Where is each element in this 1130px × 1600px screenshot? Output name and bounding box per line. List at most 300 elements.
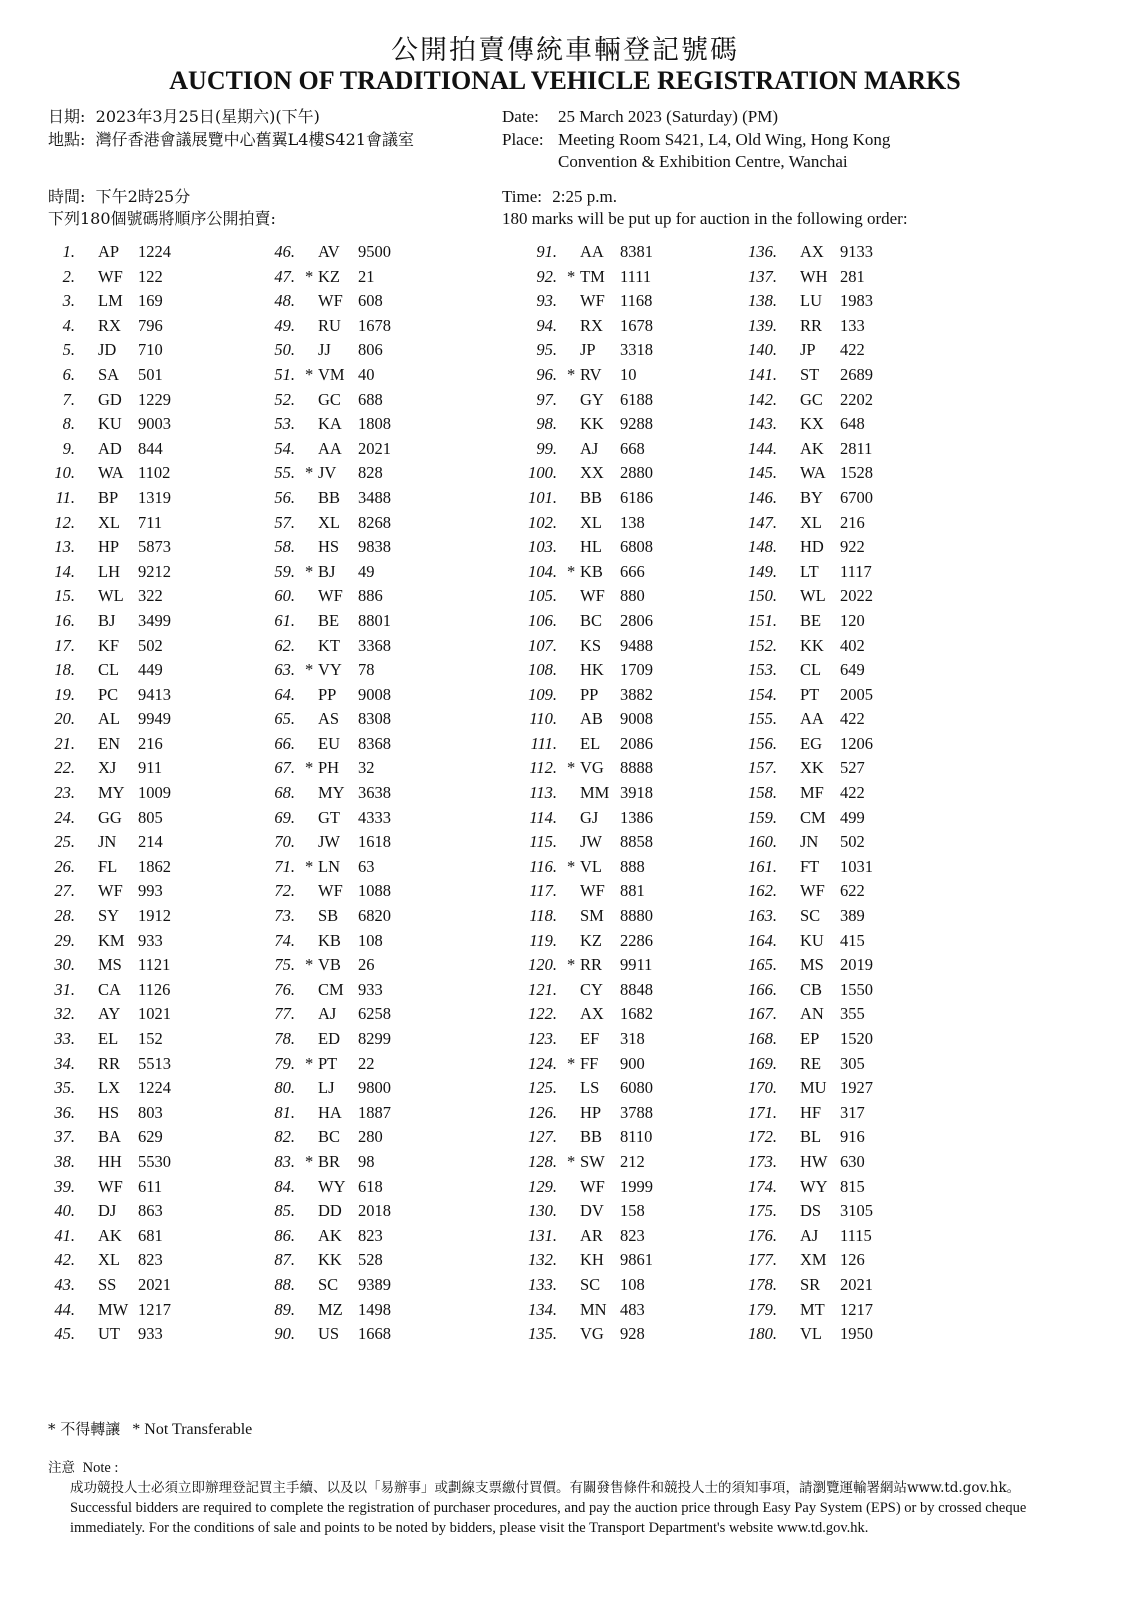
mark-prefix: EU	[318, 733, 340, 753]
mark-row	[240, 560, 450, 585]
mark-number: 48.	[274, 291, 295, 311]
mark-number: 73.	[274, 906, 295, 926]
mark-prefix: AK	[98, 1225, 122, 1245]
note	[48, 1458, 1088, 1538]
mark-digits: 8268	[358, 512, 391, 532]
mark-number: 72.	[274, 881, 295, 901]
mark-digits: 122	[138, 266, 163, 286]
mark-digits: 158	[620, 1201, 645, 1221]
mark-number: 122.	[528, 1004, 557, 1024]
mark-digits: 1912	[138, 906, 171, 926]
order-text-zh: 下列180個號碼將順序公開拍賣:	[48, 209, 276, 228]
mark-row	[20, 1150, 230, 1175]
mark-digits: 449	[138, 660, 163, 680]
mark-digits: 1983	[840, 291, 873, 311]
mark-prefix: SC	[580, 1274, 601, 1294]
marks-column-1	[20, 240, 230, 1347]
mark-row	[240, 486, 450, 511]
mark-number: 127.	[528, 1127, 557, 1147]
page-title-en: AUCTION OF TRADITIONAL VEHICLE REGISTRATION MARKS	[169, 66, 961, 95]
mark-digits: 1678	[358, 315, 391, 335]
place-value-zh: 灣仔香港會議展覽中心舊翼L4樓S421會議室	[95, 130, 414, 149]
mark-digits: 216	[840, 512, 865, 532]
mark-digits: 355	[840, 1004, 865, 1024]
mark-prefix: KS	[580, 635, 602, 655]
not-transferable-marker: *	[567, 758, 576, 778]
mark-row	[502, 1224, 712, 1249]
mark-prefix: RX	[98, 315, 121, 335]
mark-number: 14.	[54, 561, 75, 581]
mark-number: 176.	[748, 1225, 777, 1245]
mark-row	[502, 338, 712, 363]
mark-number: 9.	[62, 438, 75, 458]
mark-row	[722, 1175, 932, 1200]
mark-row	[240, 314, 450, 339]
mark-digits: 3499	[138, 610, 171, 630]
date-label-zh: 日期:	[48, 107, 86, 126]
mark-row	[20, 388, 230, 413]
mark-number: 13.	[54, 537, 75, 557]
mark-number: 103.	[528, 537, 557, 557]
mark-row	[240, 535, 450, 560]
mark-digits: 9488	[620, 635, 653, 655]
mark-number: 108.	[528, 660, 557, 680]
mark-row	[20, 658, 230, 683]
mark-digits: 528	[358, 1250, 383, 1270]
mark-prefix: DD	[318, 1201, 342, 1221]
mark-row	[20, 683, 230, 708]
mark-number: 180.	[748, 1324, 777, 1344]
mark-prefix: KU	[800, 930, 824, 950]
mark-number: 137.	[748, 266, 777, 286]
mark-row	[240, 806, 450, 831]
mark-digits: 6080	[620, 1078, 653, 1098]
mark-prefix: LH	[98, 561, 120, 581]
mark-digits: 8880	[620, 906, 653, 926]
mark-row	[20, 609, 230, 634]
mark-prefix: VY	[318, 660, 342, 680]
mark-digits: 1808	[358, 414, 391, 434]
mark-row	[240, 1150, 450, 1175]
mark-digits: 806	[358, 340, 383, 360]
mark-row	[20, 511, 230, 536]
mark-prefix: FL	[98, 856, 118, 876]
mark-digits: 710	[138, 340, 163, 360]
mark-row	[240, 1052, 450, 1077]
mark-prefix: ED	[318, 1029, 340, 1048]
mark-number: 161.	[748, 856, 777, 876]
mark-number: 94.	[536, 315, 557, 335]
mark-number: 1.	[62, 242, 75, 261]
mark-number: 28.	[54, 906, 75, 926]
mark-number: 43.	[54, 1274, 75, 1294]
mark-row	[20, 1002, 230, 1027]
mark-row	[20, 1298, 230, 1323]
mark-row	[722, 1273, 932, 1298]
mark-digits: 21	[358, 266, 375, 286]
mark-row	[722, 781, 932, 806]
mark-prefix: SS	[98, 1274, 117, 1294]
mark-number: 107.	[528, 635, 557, 655]
mark-row	[240, 879, 450, 904]
mark-digits: 8848	[620, 979, 653, 999]
mark-number: 171.	[748, 1102, 777, 1122]
mark-row	[240, 584, 450, 609]
mark-prefix: MU	[800, 1078, 827, 1098]
mark-prefix: KA	[318, 414, 342, 434]
mark-number: 151.	[748, 610, 777, 630]
mark-digits: 1206	[840, 733, 873, 753]
mark-number: 61.	[274, 610, 295, 630]
not-transferable-marker: *	[567, 364, 576, 384]
mark-digits: 133	[840, 315, 865, 335]
mark-digits: 40	[358, 364, 375, 384]
mark-number: 76.	[274, 979, 295, 999]
mark-prefix: SW	[580, 1151, 605, 1171]
mark-prefix: KM	[98, 930, 125, 950]
mark-digits: 305	[840, 1053, 865, 1073]
mark-row	[240, 1273, 450, 1298]
mark-digits: 126	[840, 1250, 865, 1270]
mark-number: 118.	[529, 906, 557, 926]
mark-row	[722, 855, 932, 880]
mark-digits: 9949	[138, 709, 171, 729]
mark-digits: 823	[620, 1225, 645, 1245]
not-transferable-marker: *	[567, 1053, 576, 1073]
mark-row	[20, 929, 230, 954]
mark-number: 6.	[62, 364, 75, 384]
mark-number: 109.	[528, 684, 557, 704]
mark-number: 90.	[274, 1324, 295, 1344]
mark-row	[240, 1248, 450, 1273]
mark-number: 101.	[528, 487, 557, 507]
mark-row	[240, 1076, 450, 1101]
mark-digits: 1126	[138, 979, 171, 999]
mark-number: 17.	[54, 635, 75, 655]
mark-row	[722, 978, 932, 1003]
mark-prefix: AA	[318, 438, 342, 458]
mark-number: 69.	[274, 807, 295, 827]
mark-number: 126.	[528, 1102, 557, 1122]
mark-row	[240, 634, 450, 659]
mark-prefix: WF	[318, 881, 343, 901]
mark-digits: 1229	[138, 389, 171, 409]
mark-number: 153.	[748, 660, 777, 680]
mark-prefix: EL	[580, 733, 601, 753]
mark-digits: 618	[358, 1176, 383, 1196]
mark-digits: 928	[620, 1324, 645, 1344]
mark-number: 148.	[748, 537, 777, 557]
mark-row	[502, 879, 712, 904]
mark-row	[502, 1101, 712, 1126]
mark-prefix: BE	[800, 610, 822, 630]
mark-prefix: DV	[580, 1201, 604, 1221]
mark-prefix: FT	[800, 856, 820, 876]
mark-prefix: VL	[580, 856, 602, 876]
mark-row	[722, 1248, 932, 1273]
mark-row	[502, 1248, 712, 1273]
mark-prefix: PP	[318, 684, 337, 704]
mark-row	[722, 535, 932, 560]
mark-digits: 1386	[620, 807, 653, 827]
mark-row	[20, 904, 230, 929]
info-zh-place	[48, 129, 414, 151]
mark-row	[240, 1027, 450, 1052]
mark-prefix: VG	[580, 758, 604, 778]
mark-number: 98.	[536, 414, 557, 434]
note-text-en: Successful bidders are required to complete the registration of purchaser procedures, and pay the auction price through Easy Pay System (EPS) or by crossed cheque immediately. For the conditions of sale and points to be noted by bidders, please visit the Transport Department's website www.td.gov.hk.	[70, 1500, 1027, 1536]
marks-column-4	[722, 240, 932, 1347]
mark-number: 70.	[274, 832, 295, 852]
mark-number: 173.	[748, 1151, 777, 1171]
mark-digits: 1550	[840, 979, 873, 999]
mark-digits: 281	[840, 266, 865, 286]
mark-number: 5.	[62, 340, 75, 360]
mark-prefix: BB	[580, 1127, 603, 1147]
mark-row	[502, 830, 712, 855]
mark-digits: 389	[840, 906, 865, 926]
mark-digits: 8308	[358, 709, 391, 729]
mark-row	[240, 1002, 450, 1027]
mark-number: 138.	[748, 291, 777, 311]
mark-digits: 1117	[840, 561, 872, 581]
date-value-en: 25 March 2023 (Saturday) (PM)	[558, 107, 779, 126]
mark-row	[240, 338, 450, 363]
mark-number: 60.	[274, 586, 295, 606]
mark-number: 128.	[528, 1151, 557, 1171]
mark-number: 37.	[54, 1127, 75, 1147]
mark-row	[722, 1101, 932, 1126]
mark-prefix: XK	[800, 758, 824, 778]
mark-number: 119.	[529, 930, 557, 950]
mark-row	[20, 1273, 230, 1298]
mark-digits: 10	[620, 364, 637, 384]
mark-prefix: SA	[98, 364, 120, 384]
mark-prefix: XL	[800, 512, 822, 532]
mark-row	[20, 560, 230, 585]
info-zh-time	[48, 186, 190, 208]
mark-row	[240, 855, 450, 880]
not-transferable-marker: *	[567, 561, 576, 581]
mark-number: 33.	[54, 1029, 75, 1048]
mark-digits: 2689	[840, 364, 873, 384]
mark-digits: 3105	[840, 1201, 873, 1221]
mark-row	[722, 683, 932, 708]
mark-prefix: RE	[800, 1053, 822, 1073]
mark-digits: 863	[138, 1201, 163, 1221]
mark-number: 141.	[748, 364, 777, 384]
mark-prefix: RU	[318, 315, 341, 335]
mark-digits: 280	[358, 1127, 383, 1147]
mark-row	[240, 781, 450, 806]
mark-number: 139.	[748, 315, 777, 335]
mark-prefix: GC	[318, 389, 341, 409]
mark-digits: 1709	[620, 660, 653, 680]
mark-prefix: XL	[98, 512, 120, 532]
mark-digits: 630	[840, 1151, 865, 1171]
mark-prefix: JP	[800, 340, 816, 360]
mark-number: 175.	[748, 1201, 777, 1221]
mark-digits: 1224	[138, 242, 171, 261]
not-transferable-marker: *	[305, 955, 314, 975]
mark-row	[722, 929, 932, 954]
mark-digits: 502	[138, 635, 163, 655]
mark-digits: 2022	[840, 586, 873, 606]
mark-digits: 4333	[358, 807, 391, 827]
mark-row	[722, 1199, 932, 1224]
mark-digits: 502	[840, 832, 865, 852]
mark-number: 15.	[54, 586, 75, 606]
mark-prefix: AR	[580, 1225, 603, 1245]
mark-row	[240, 1224, 450, 1249]
mark-digits: 26	[358, 955, 375, 975]
place-line1-en: Meeting Room S421, L4, Old Wing, Hong Kong	[558, 130, 891, 149]
mark-row	[240, 683, 450, 708]
mark-digits: 8381	[620, 242, 653, 261]
mark-row	[20, 1199, 230, 1224]
mark-prefix: AP	[98, 242, 120, 261]
mark-digits: 9838	[358, 537, 391, 557]
mark-number: 99.	[536, 438, 557, 458]
mark-row	[240, 904, 450, 929]
marks-column-2	[240, 240, 450, 1347]
mark-number: 147.	[748, 512, 777, 532]
mark-prefix: EL	[98, 1029, 119, 1048]
mark-number: 174.	[748, 1176, 777, 1196]
mark-digits: 1168	[620, 291, 653, 311]
mark-prefix: AS	[318, 709, 340, 729]
mark-prefix: GT	[318, 807, 340, 827]
mark-prefix: WF	[580, 291, 605, 311]
mark-row	[722, 412, 932, 437]
mark-prefix: SC	[318, 1274, 339, 1294]
mark-prefix: GG	[98, 807, 122, 827]
mark-number: 41.	[54, 1225, 75, 1245]
mark-prefix: KZ	[580, 930, 602, 950]
mark-digits: 322	[138, 586, 163, 606]
mark-row	[20, 437, 230, 462]
mark-prefix: MF	[800, 783, 824, 803]
not-transferable-marker: *	[305, 856, 314, 876]
mark-number: 64.	[274, 684, 295, 704]
mark-row	[722, 806, 932, 831]
mark-row	[722, 1027, 932, 1052]
mark-prefix: AA	[580, 242, 604, 261]
mark-number: 42.	[54, 1250, 75, 1270]
mark-prefix: KK	[580, 414, 604, 434]
marks-column-3	[502, 240, 712, 1347]
not-transferable-marker: *	[305, 266, 314, 286]
mark-digits: 2018	[358, 1201, 391, 1221]
mark-number: 178.	[748, 1274, 777, 1294]
mark-digits: 9212	[138, 561, 171, 581]
mark-prefix: HL	[580, 537, 602, 557]
mark-number: 143.	[748, 414, 777, 434]
mark-row	[502, 732, 712, 757]
mark-number: 134.	[528, 1299, 557, 1319]
mark-prefix: CA	[98, 979, 121, 999]
mark-number: 135.	[528, 1324, 557, 1344]
mark-number: 58.	[274, 537, 295, 557]
mark-number: 16.	[54, 610, 75, 630]
mark-digits: 5513	[138, 1053, 171, 1073]
mark-digits: 1682	[620, 1004, 653, 1024]
mark-row	[502, 461, 712, 486]
mark-number: 3.	[62, 291, 75, 311]
mark-prefix: PT	[318, 1053, 338, 1073]
not-transferable-marker: *	[305, 758, 314, 778]
mark-prefix: RR	[98, 1053, 121, 1073]
mark-number: 131.	[528, 1225, 557, 1245]
mark-digits: 9389	[358, 1274, 391, 1294]
mark-prefix: KK	[800, 635, 824, 655]
mark-prefix: WF	[98, 266, 123, 286]
mark-row	[20, 830, 230, 855]
mark-number: 162.	[748, 881, 777, 901]
mark-prefix: EF	[580, 1029, 600, 1048]
mark-digits: 2005	[840, 684, 873, 704]
mark-number: 18.	[54, 660, 75, 680]
mark-digits: 78	[358, 660, 375, 680]
mark-digits: 1121	[138, 955, 171, 975]
mark-digits: 9133	[840, 242, 873, 261]
mark-row	[722, 830, 932, 855]
mark-row	[502, 289, 712, 314]
mark-digits: 844	[138, 438, 163, 458]
mark-prefix: LT	[800, 561, 819, 581]
mark-digits: 3788	[620, 1102, 653, 1122]
mark-digits: 2811	[840, 438, 873, 458]
mark-row	[240, 978, 450, 1003]
mark-row	[722, 314, 932, 339]
mark-prefix: AX	[580, 1004, 604, 1024]
mark-number: 91.	[536, 242, 557, 261]
mark-digits: 9003	[138, 414, 171, 434]
mark-number: 57.	[274, 512, 295, 532]
mark-row	[502, 756, 712, 781]
mark-number: 38.	[54, 1151, 75, 1171]
mark-row	[240, 1125, 450, 1150]
mark-number: 30.	[54, 955, 75, 975]
mark-digits: 900	[620, 1053, 645, 1073]
mark-digits: 415	[840, 930, 865, 950]
mark-number: 47.	[274, 266, 295, 286]
mark-row	[20, 584, 230, 609]
mark-prefix: MM	[580, 783, 610, 803]
place-label-en: Place:	[502, 130, 544, 149]
mark-number: 24.	[54, 807, 75, 827]
mark-prefix: WF	[318, 586, 343, 606]
mark-prefix: KB	[580, 561, 603, 581]
mark-number: 92.	[536, 266, 557, 286]
mark-row	[20, 1224, 230, 1249]
mark-number: 81.	[274, 1102, 295, 1122]
mark-number: 106.	[528, 610, 557, 630]
mark-prefix: BL	[800, 1127, 822, 1147]
place-label-zh: 地點:	[48, 130, 86, 149]
info-en-place-2	[558, 151, 848, 173]
mark-number: 136.	[748, 242, 777, 261]
mark-row	[722, 265, 932, 290]
mark-row	[20, 756, 230, 781]
mark-number: 132.	[528, 1250, 557, 1270]
mark-prefix: ST	[800, 364, 820, 384]
mark-number: 10.	[54, 463, 75, 483]
mark-row	[722, 338, 932, 363]
place-line2-en: Convention & Exhibition Centre, Wanchai	[558, 152, 848, 171]
mark-prefix: XL	[318, 512, 340, 532]
mark-row	[502, 855, 712, 880]
